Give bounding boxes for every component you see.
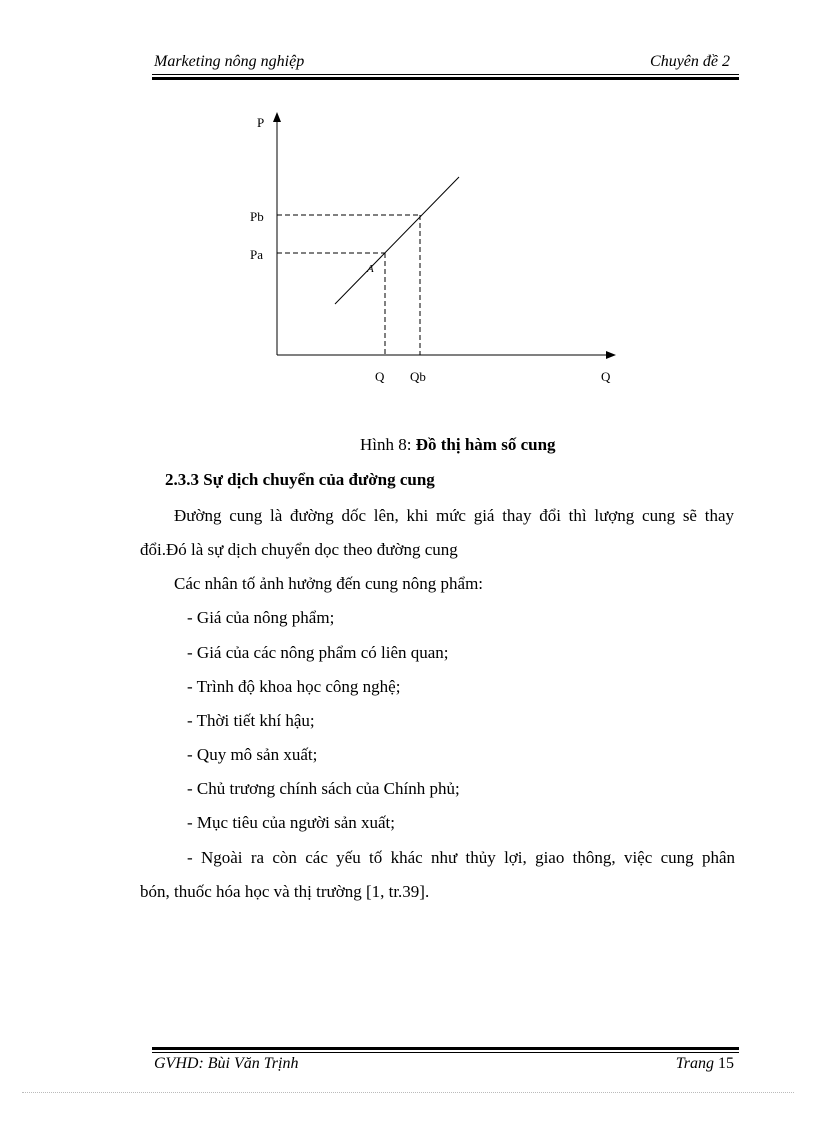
supply-curve xyxy=(335,177,459,304)
point-label-a: A xyxy=(367,263,374,275)
tick-label-qb: Qb xyxy=(410,369,426,384)
page-bottom-border xyxy=(22,1092,794,1093)
para1-line2: đổi.Đó là sự dịch chuyển dọc theo đường cung xyxy=(140,540,458,559)
y-axis-arrow xyxy=(273,112,281,122)
list-item: - Giá của nông phẩm; xyxy=(187,608,335,627)
caption-title: Đồ thị hàm số cung xyxy=(415,435,556,454)
x-axis-arrow xyxy=(606,351,616,359)
list-item: - Trình độ khoa học công nghệ; xyxy=(187,677,401,696)
footer-rule-thin xyxy=(152,1052,739,1053)
list-item: - Mục tiêu của người sản xuất; xyxy=(187,813,395,832)
para1-line1: Đường cung là đường dốc lên, khi mức giá thay đổi thì lượng cung sẽ thay xyxy=(174,506,734,525)
header-rule-thick xyxy=(152,77,739,80)
tick-label-pa: Pa xyxy=(250,247,263,262)
header-rule-thin xyxy=(152,74,739,75)
tick-label-q: Q xyxy=(375,369,385,384)
list-item: - Giá của các nông phẩm có liên quan; xyxy=(187,643,449,662)
y-axis-label: P xyxy=(257,115,265,130)
list-item: - Thời tiết khí hậu; xyxy=(187,711,315,730)
x-axis-label: Q xyxy=(601,369,611,384)
caption-prefix: Hình 8: xyxy=(360,435,416,454)
footer-rule-thick xyxy=(152,1047,739,1050)
figure-caption xyxy=(360,435,556,455)
footer-page xyxy=(676,1055,734,1073)
para2: Các nhân tố ảnh hưởng đến cung nông phẩm: xyxy=(174,574,484,593)
header-section: Chuyên đề 2 xyxy=(650,53,730,70)
list-item: - Quy mô sản xuất; xyxy=(187,745,318,764)
header-title: Marketing nông nghiệp xyxy=(154,53,305,70)
tick-label-pb: Pb xyxy=(250,209,264,224)
section-heading: 2.3.3 Sự dịch chuyển của đường cung xyxy=(165,470,435,489)
list-item: - Chủ trương chính sách của Chính phủ; xyxy=(187,779,460,798)
footer-page-label: Trang xyxy=(675,1055,714,1072)
last-item-line1: - Ngoài ra còn các yếu tố khác như thủy lợi, giao thông, việc cung phân xyxy=(187,848,735,867)
footer-instructor: GVHD: Bùi Văn Trịnh xyxy=(154,1055,299,1072)
supply-chart xyxy=(230,100,630,395)
last-item-line2: bón, thuốc hóa học và thị trường [1, tr.39]. xyxy=(140,882,430,901)
page-number: 15 xyxy=(718,1055,734,1072)
